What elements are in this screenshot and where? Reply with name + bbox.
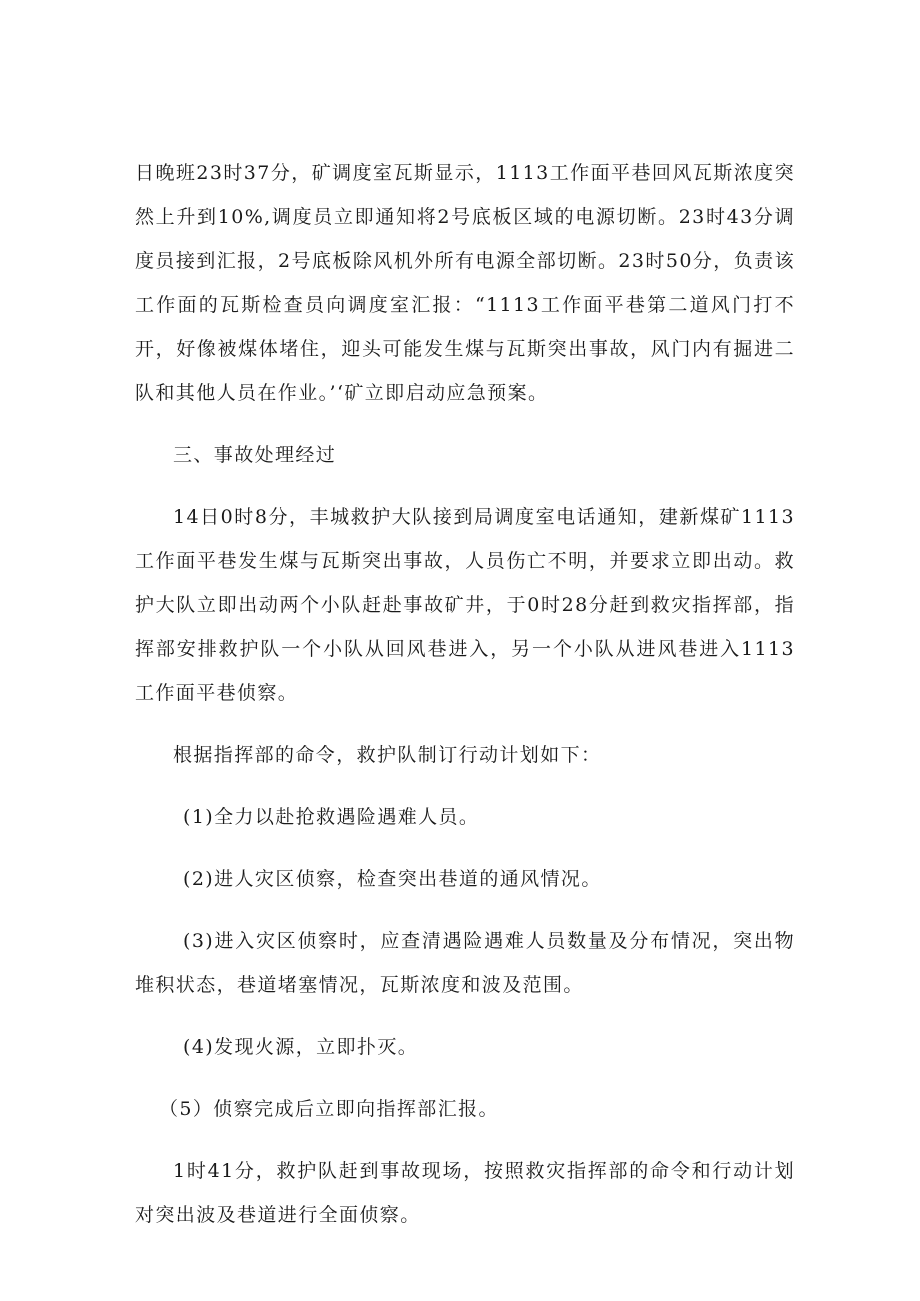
paragraph-gap	[135, 1069, 795, 1087]
paragraph-accident-report: 日晚班23时37分，矿调度室瓦斯显示，1113工作面平巷回风瓦斯浓度突然上升到10%,调度员立即通知将2号底板区域的电源切断。23时43分调度员接到汇报，2号底板除风机外所有电源全部切断。23时50分，负责该工作面的瓦斯检查员向调度室汇报：“1113工作面平巷第二道风门打不开，好像被煤体堵住，迎头可能发生煤与瓦斯突出事故，风门内有掘进二队和其他人员在作业。’‘矿立即启动应急预案。	[135, 162, 795, 404]
paragraph-gap	[135, 901, 795, 919]
paragraph-gap	[135, 839, 795, 857]
paragraph-gap	[135, 1007, 795, 1025]
paragraph-gap	[135, 477, 795, 495]
list-item-plan-4: (4)发现火源，立即扑灭。	[183, 1036, 419, 1058]
document-body	[135, 151, 795, 1237]
paragraph-rescue-dispatch: 14日0时8分，丰城救护大队接到局调度室电话通知，建新煤矿1113工作面平巷发生煤与瓦斯突出事故，人员伤亡不明，并要求立即出动。救护大队立即出动两个小队赶赴事故矿井，于0时28分赶到救灾指挥部，指挥部安排救护队一个小队从回风巷进入，另一个小队从进风巷进入1113工作面平巷侦察。	[135, 506, 795, 704]
paragraph-gap	[135, 777, 795, 795]
paragraph-action-plan-intro: 根据指挥部的命令，救护队制订行动计划如下：	[173, 744, 602, 766]
list-item-plan-3: (3)进入灾区侦察时，应查清遇险遇难人员数量及分布情况，突出物堆积状态，巷道堵塞情况，瓦斯浓度和波及范围。	[135, 930, 795, 996]
list-item-plan-1: (1)全力以赴抢救遇险遇难人员。	[183, 806, 480, 828]
paragraph-arrival-scene: 1时41分，救护队赶到事故现场，按照救灾指挥部的命令和行动计划对突出波及巷道进行全面侦察。	[135, 1160, 795, 1226]
list-item-plan-2: (2)进人灾区侦察，检查突出巷道的通风情况。	[183, 868, 602, 890]
section-heading-handling-process: 三、事故处理经过	[173, 444, 337, 466]
paragraph-gap	[135, 415, 795, 433]
paragraph-gap	[135, 1131, 795, 1149]
paragraph-gap	[135, 715, 795, 733]
list-item-plan-5: （5）侦察完成后立即向指挥部汇报。	[159, 1098, 499, 1120]
